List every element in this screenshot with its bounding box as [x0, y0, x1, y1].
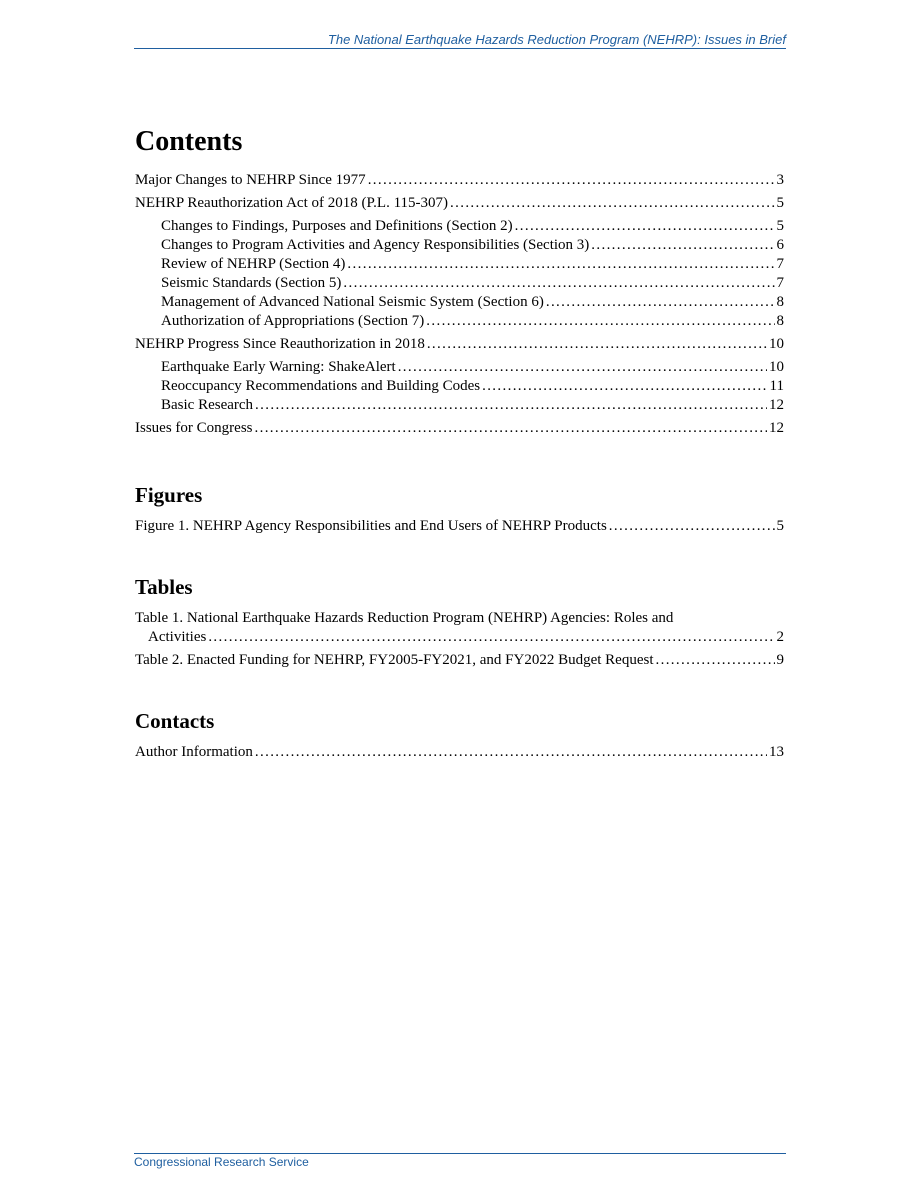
toc-entry-page: 13 [769, 744, 784, 760]
dot-leader [427, 335, 767, 354]
toc-entry[interactable] [135, 171, 784, 190]
toc-entry-title: Author Information [135, 744, 253, 760]
toc-entry-title: Review of NEHRP (Section 4) [161, 256, 346, 272]
toc-entry-title: Changes to Program Activities and Agency Responsibilities (Section 3) [161, 237, 590, 253]
toc-entry-page: 3 [776, 172, 784, 188]
toc-entry-title: Issues for Congress [135, 420, 253, 436]
toc-entry-title: Table 1. National Earthquake Hazards Reduction Program (NEHRP) Agencies: Roles and [135, 610, 674, 626]
toc-subentry[interactable] [135, 396, 784, 415]
toc-entry-page: 9 [776, 652, 784, 668]
toc-entry-title: Major Changes to NEHRP Since 1977 [135, 172, 366, 188]
dot-leader [482, 377, 767, 396]
dot-leader [656, 651, 775, 670]
toc-entry-title: Management of Advanced National Seismic System (Section 6) [161, 294, 544, 310]
toc-subentry[interactable] [135, 293, 784, 312]
dot-leader [255, 743, 767, 762]
figures-heading: Figures [135, 483, 203, 507]
toc-entry-page: 6 [776, 237, 784, 253]
toc-entry-title: Seismic Standards (Section 5) [161, 275, 342, 291]
running-header [134, 32, 786, 49]
toc-entry-title: Authorization of Appropriations (Section 7) [161, 313, 425, 329]
toc-entry[interactable] [135, 335, 784, 354]
toc-entry-page: 11 [769, 378, 784, 394]
dot-leader [515, 217, 775, 236]
toc-entry-page: 5 [776, 518, 784, 534]
toc-entry-title: Basic Research [161, 397, 254, 413]
toc-entry-title: Figure 1. NEHRP Agency Responsibilities and End Users of NEHRP Products [135, 518, 607, 534]
toc-entry-page: 12 [769, 420, 784, 436]
toc-entry-page: 10 [769, 359, 784, 375]
toc-subentry[interactable] [135, 312, 784, 331]
dot-leader [426, 312, 774, 331]
contents-heading: Contents [135, 126, 243, 157]
tables-heading: Tables [135, 575, 193, 599]
tables-section [135, 574, 784, 670]
dot-leader [255, 396, 767, 415]
toc-entry-title: Table 2. Enacted Funding for NEHRP, FY2005-FY2021, and FY2022 Budget Request [135, 652, 654, 668]
toc-subentry[interactable] [135, 255, 784, 274]
toc-entry-title: NEHRP Progress Since Reauthorization in 2018 [135, 336, 425, 352]
toc-entry-page: 5 [776, 218, 784, 234]
toc-entry-title: Changes to Findings, Purposes and Definitions (Section 2) [161, 218, 513, 234]
contacts-section [135, 708, 784, 762]
dot-leader [255, 419, 768, 438]
dot-leader [347, 255, 774, 274]
toc-subentry[interactable] [135, 217, 784, 236]
footer-org: Congressional Research Service [134, 1155, 309, 1169]
running-title: The National Earthquake Hazards Reduction Program (NEHRP): Issues in Brief [327, 32, 786, 47]
toc-entry-page: 8 [776, 313, 784, 329]
toc-entry-page: 7 [776, 256, 784, 272]
dot-leader [450, 194, 774, 213]
toc-entry[interactable] [135, 419, 784, 438]
dot-leader [609, 517, 775, 536]
toc-entry-page: 7 [776, 275, 784, 291]
toc-subentry[interactable] [135, 377, 784, 396]
toc-entry-page: 5 [776, 195, 784, 211]
dot-leader [343, 274, 774, 293]
toc-subentry[interactable] [135, 236, 784, 255]
toc-subentry[interactable] [135, 358, 784, 377]
dot-leader [398, 358, 767, 377]
dot-leader [591, 236, 774, 255]
toc-entry-title-continued: Activities [148, 629, 207, 645]
toc-entry[interactable] [135, 743, 784, 762]
toc-entry[interactable] [135, 517, 784, 536]
toc-entry-page: 12 [769, 397, 784, 413]
dot-leader [368, 171, 775, 190]
page-footer [134, 1153, 786, 1169]
toc-subentry[interactable] [135, 274, 784, 293]
dot-leader [546, 293, 775, 312]
toc-entry-title: NEHRP Reauthorization Act of 2018 (P.L. 115-307) [135, 195, 449, 211]
toc-entry[interactable] [135, 609, 784, 647]
toc-entry-page: 2 [776, 629, 784, 645]
dot-leader [208, 628, 774, 647]
toc-entry-title: Earthquake Early Warning: ShakeAlert [161, 359, 396, 375]
toc-entry-page: 10 [769, 336, 784, 352]
toc-entry-title: Reoccupancy Recommendations and Building Codes [161, 378, 481, 394]
toc-entry[interactable] [135, 194, 784, 213]
figures-section [135, 482, 784, 536]
toc-entry-continuation [135, 628, 784, 647]
toc-entry-page: 8 [776, 294, 784, 310]
toc-entry[interactable] [135, 651, 784, 670]
contacts-heading: Contacts [135, 709, 215, 733]
table-of-contents [135, 125, 784, 766]
